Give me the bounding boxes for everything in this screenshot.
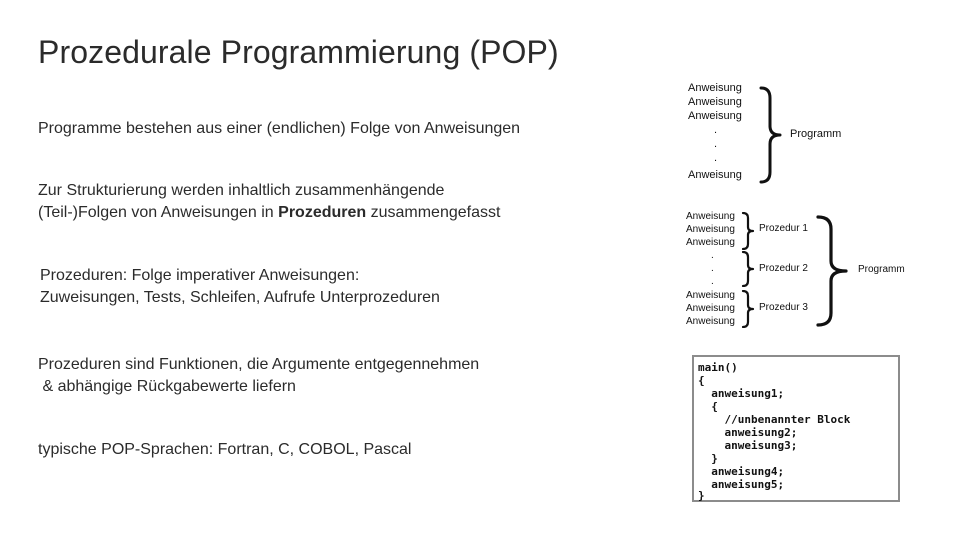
code-line-11: }: [698, 489, 705, 502]
curly-brace-icon: [740, 290, 756, 328]
code-line-2: {: [698, 374, 705, 387]
curly-brace-icon: [740, 251, 756, 287]
statement-last: Anweisung: [688, 169, 742, 181]
code-line-4: {: [698, 400, 718, 413]
p3-statement-2: Anweisung: [686, 303, 735, 314]
p1-statement-1: Anweisung: [686, 211, 735, 222]
bullet-2: [38, 180, 500, 224]
bullet-1: [38, 118, 520, 140]
program-label-2: Programm: [858, 264, 905, 275]
statement-2: Anweisung: [688, 96, 742, 108]
code-line-8: }: [698, 452, 718, 465]
bullet-5-text: typische POP-Sprachen: Fortran, C, COBOL, Pascal: [38, 441, 412, 458]
bullet-3-line-1: Prozeduren: Folge imperativer Anweisungen:: [40, 267, 360, 284]
curly-brace-icon: [813, 215, 855, 327]
curly-brace-icon: [740, 212, 756, 250]
procedure-1-label: Prozedur 1: [759, 223, 808, 234]
p3-statement-3: Anweisung: [686, 316, 735, 327]
bullet-2-pre: (Teil-)Folgen von Anweisungen in: [38, 204, 279, 221]
bullet-1-text: Programme bestehen aus einer (endlichen) Folge von Anweisungen: [38, 120, 521, 137]
code-line-6: anweisung2;: [698, 426, 798, 439]
bullet-4-line-2: & abhängige Rückgabewerte liefern: [38, 378, 296, 395]
code-line-7: anweisung3;: [698, 439, 798, 452]
bullet-3: [40, 265, 440, 309]
curly-brace-icon: [756, 86, 786, 184]
p2-dot-3: .: [711, 276, 714, 287]
code-line-1: main(): [698, 361, 738, 374]
statement-1: Anweisung: [688, 82, 742, 94]
p2-dot-2: .: [711, 263, 714, 274]
bullet-4-line-1: Prozeduren sind Funktionen, die Argumente entgegennehmen: [38, 356, 480, 373]
bullet-2-post: zusammengefasst: [366, 204, 501, 221]
procedure-3-label: Prozedur 3: [759, 302, 808, 313]
bullet-3-line-2: Zuweisungen, Tests, Schleifen, Aufrufe Unterprozeduren: [40, 289, 440, 306]
code-line-5: //unbenannter Block: [698, 413, 851, 426]
statement-3: Anweisung: [688, 110, 742, 122]
p2-dot-1: .: [711, 250, 714, 261]
bullet-4: [38, 354, 479, 398]
ellipsis-dot-3: .: [714, 152, 718, 164]
code-line-3: anweisung1;: [698, 387, 785, 400]
procedure-2-label: Prozedur 2: [759, 263, 808, 274]
bullet-2-line-1: Zur Strukturierung werden inhaltlich zusammenhängende: [38, 182, 445, 199]
bullet-5: [38, 439, 411, 461]
code-line-10: anweisung5;: [698, 478, 785, 491]
code-example: [692, 355, 900, 502]
program-label: Programm: [790, 128, 842, 140]
slide-title: Prozedurale Programmierung (POP): [38, 34, 559, 70]
p1-statement-3: Anweisung: [686, 237, 735, 248]
bullet-2-bold: Prozeduren: [278, 204, 367, 221]
bullet-2-line-2: [38, 202, 500, 224]
p3-statement-1: Anweisung: [686, 290, 735, 301]
code-line-9: anweisung4;: [698, 465, 785, 478]
p1-statement-2: Anweisung: [686, 224, 735, 235]
ellipsis-dot-2: .: [714, 138, 718, 150]
ellipsis-dot-1: .: [714, 124, 718, 136]
